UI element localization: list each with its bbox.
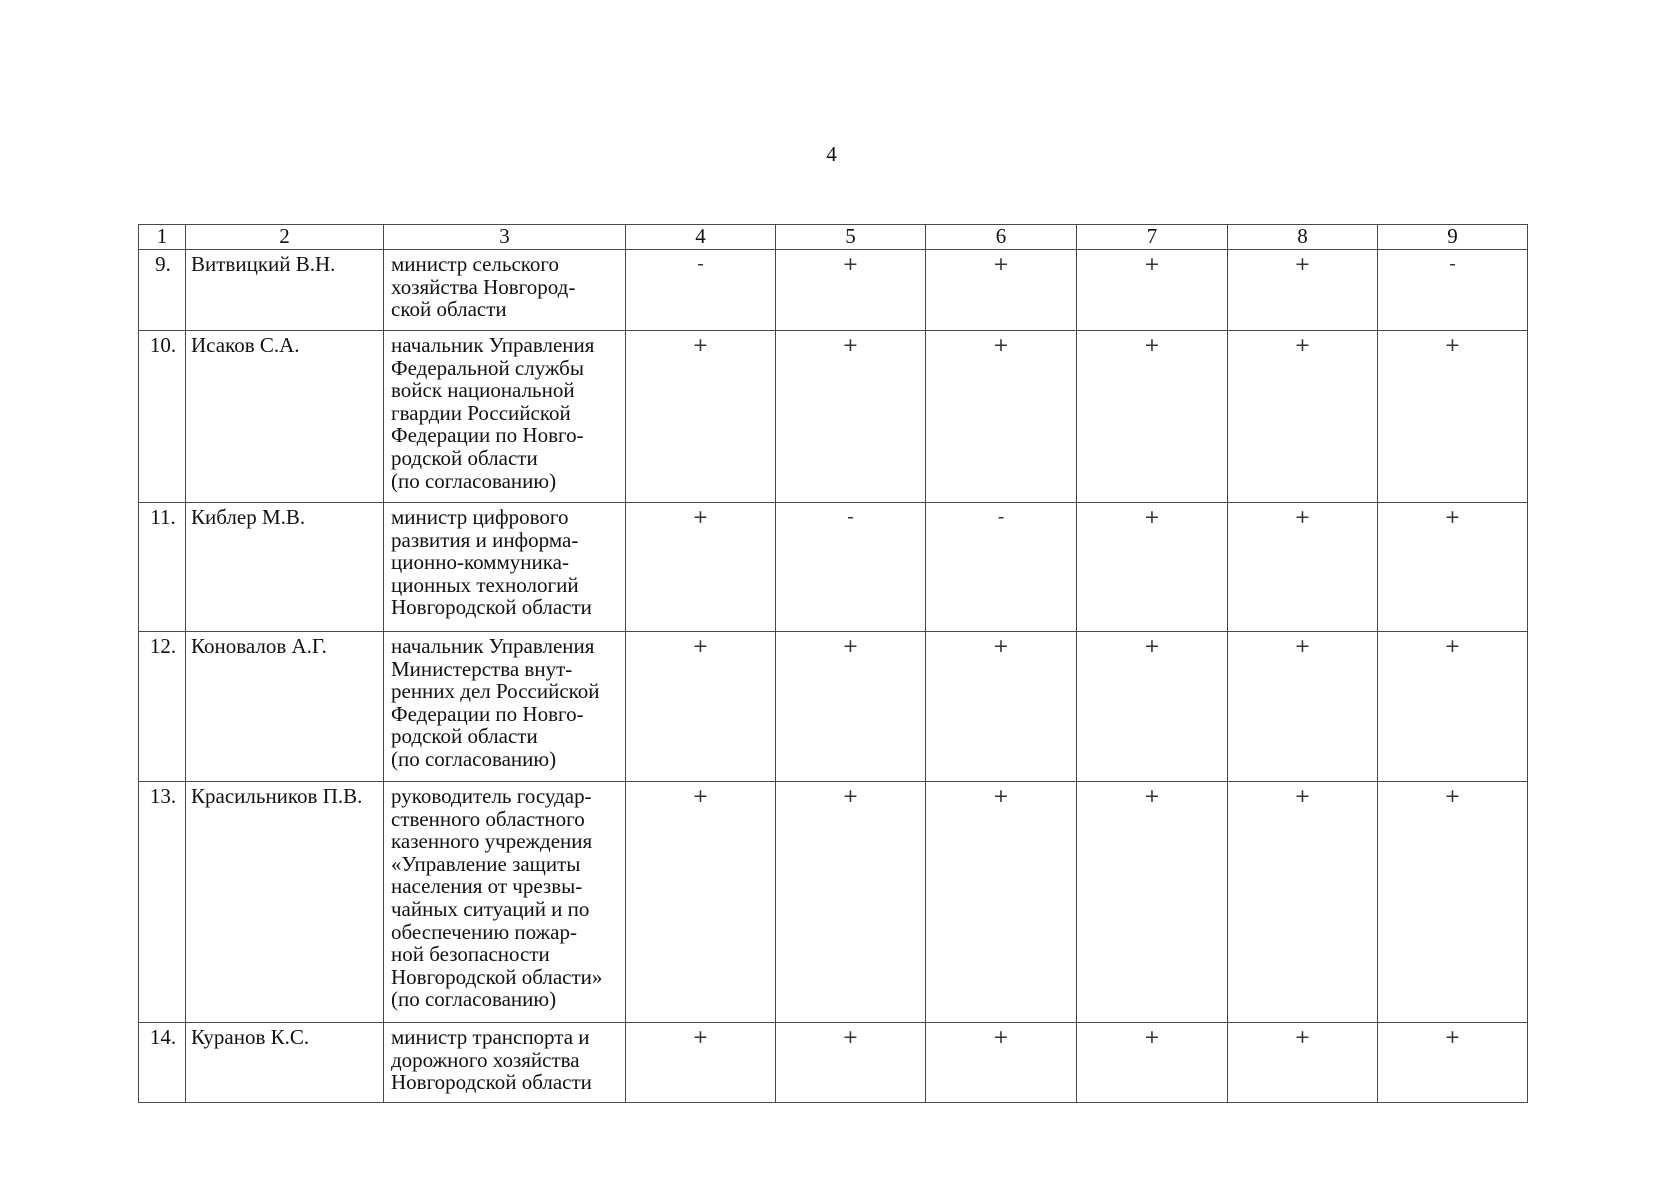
mark-cell: + [1228, 782, 1378, 1023]
mark-cell: + [1077, 503, 1228, 632]
column-header: 2 [186, 225, 384, 250]
row-number: 9. [139, 250, 186, 331]
column-header: 5 [776, 225, 926, 250]
person-name: Куранов К.С. [186, 1023, 384, 1103]
table-row [139, 503, 1528, 632]
table-row [139, 782, 1528, 1023]
mark-cell: + [1378, 1023, 1528, 1103]
mark-cell: - [626, 250, 776, 331]
mark-cell: + [1228, 250, 1378, 331]
mark-cell: + [926, 331, 1077, 503]
column-header: 9 [1378, 225, 1528, 250]
mark-cell: + [1077, 782, 1228, 1023]
mark-cell: + [776, 782, 926, 1023]
person-position: руководитель государ- ственного областного казенного учреждения «Управление защиты населения от чрезвы- чайных ситуаций и по обеспечению пожар- ной безопасности Новгородской области» (по согласованию) [384, 782, 626, 1023]
mark-cell: + [626, 503, 776, 632]
person-position: министр цифрового развития и информа- ционно-коммуника- ционных технологий Новгородской области [384, 503, 626, 632]
mark-cell: + [1378, 331, 1528, 503]
column-header: 7 [1077, 225, 1228, 250]
row-number: 11. [139, 503, 186, 632]
mark-cell: + [776, 331, 926, 503]
members-table [138, 224, 1528, 1103]
mark-cell: + [926, 782, 1077, 1023]
page-number: 4 [826, 142, 837, 166]
mark-cell: - [776, 503, 926, 632]
table-row [139, 331, 1528, 503]
person-name: Коновалов А.Г. [186, 632, 384, 782]
column-header: 6 [926, 225, 1077, 250]
column-header: 8 [1228, 225, 1378, 250]
mark-cell: + [1228, 503, 1378, 632]
table-row [139, 250, 1528, 331]
mark-cell: + [1077, 632, 1228, 782]
column-header: 1 [139, 225, 186, 250]
mark-cell: + [926, 250, 1077, 331]
mark-cell: + [776, 1023, 926, 1103]
mark-cell: + [626, 632, 776, 782]
mark-cell: + [1378, 782, 1528, 1023]
mark-cell: + [1228, 1023, 1378, 1103]
person-position: министр транспорта и дорожного хозяйства Новгородской области [384, 1023, 626, 1103]
mark-cell: + [776, 250, 926, 331]
mark-cell: + [1077, 331, 1228, 503]
person-position: министр сельского хозяйства Новгород- ской области [384, 250, 626, 331]
table-header-row [139, 225, 1528, 250]
mark-cell: + [626, 1023, 776, 1103]
person-position: начальник Управления Министерства внут- ренних дел Российской Федерации по Новго- родской области (по согласованию) [384, 632, 626, 782]
mark-cell: + [1228, 632, 1378, 782]
row-number: 13. [139, 782, 186, 1023]
mark-cell: + [626, 782, 776, 1023]
column-header: 4 [626, 225, 776, 250]
person-name: Витвицкий В.Н. [186, 250, 384, 331]
mark-cell: + [1378, 632, 1528, 782]
table-row [139, 632, 1528, 782]
mark-cell: + [626, 331, 776, 503]
table-row [139, 1023, 1528, 1103]
column-header: 3 [384, 225, 626, 250]
mark-cell: - [1378, 250, 1528, 331]
row-number: 10. [139, 331, 186, 503]
person-name: Исаков С.А. [186, 331, 384, 503]
mark-cell: + [1228, 331, 1378, 503]
mark-cell: - [926, 503, 1077, 632]
row-number: 12. [139, 632, 186, 782]
mark-cell: + [776, 632, 926, 782]
person-name: Красильников П.В. [186, 782, 384, 1023]
person-name: Киблер М.В. [186, 503, 384, 632]
row-number: 14. [139, 1023, 186, 1103]
mark-cell: + [926, 1023, 1077, 1103]
mark-cell: + [1378, 503, 1528, 632]
mark-cell: + [926, 632, 1077, 782]
person-position: начальник Управления Федеральной службы войск национальной гвардии Российской Федерации по Новго- родской области (по согласованию) [384, 331, 626, 503]
mark-cell: + [1077, 1023, 1228, 1103]
mark-cell: + [1077, 250, 1228, 331]
